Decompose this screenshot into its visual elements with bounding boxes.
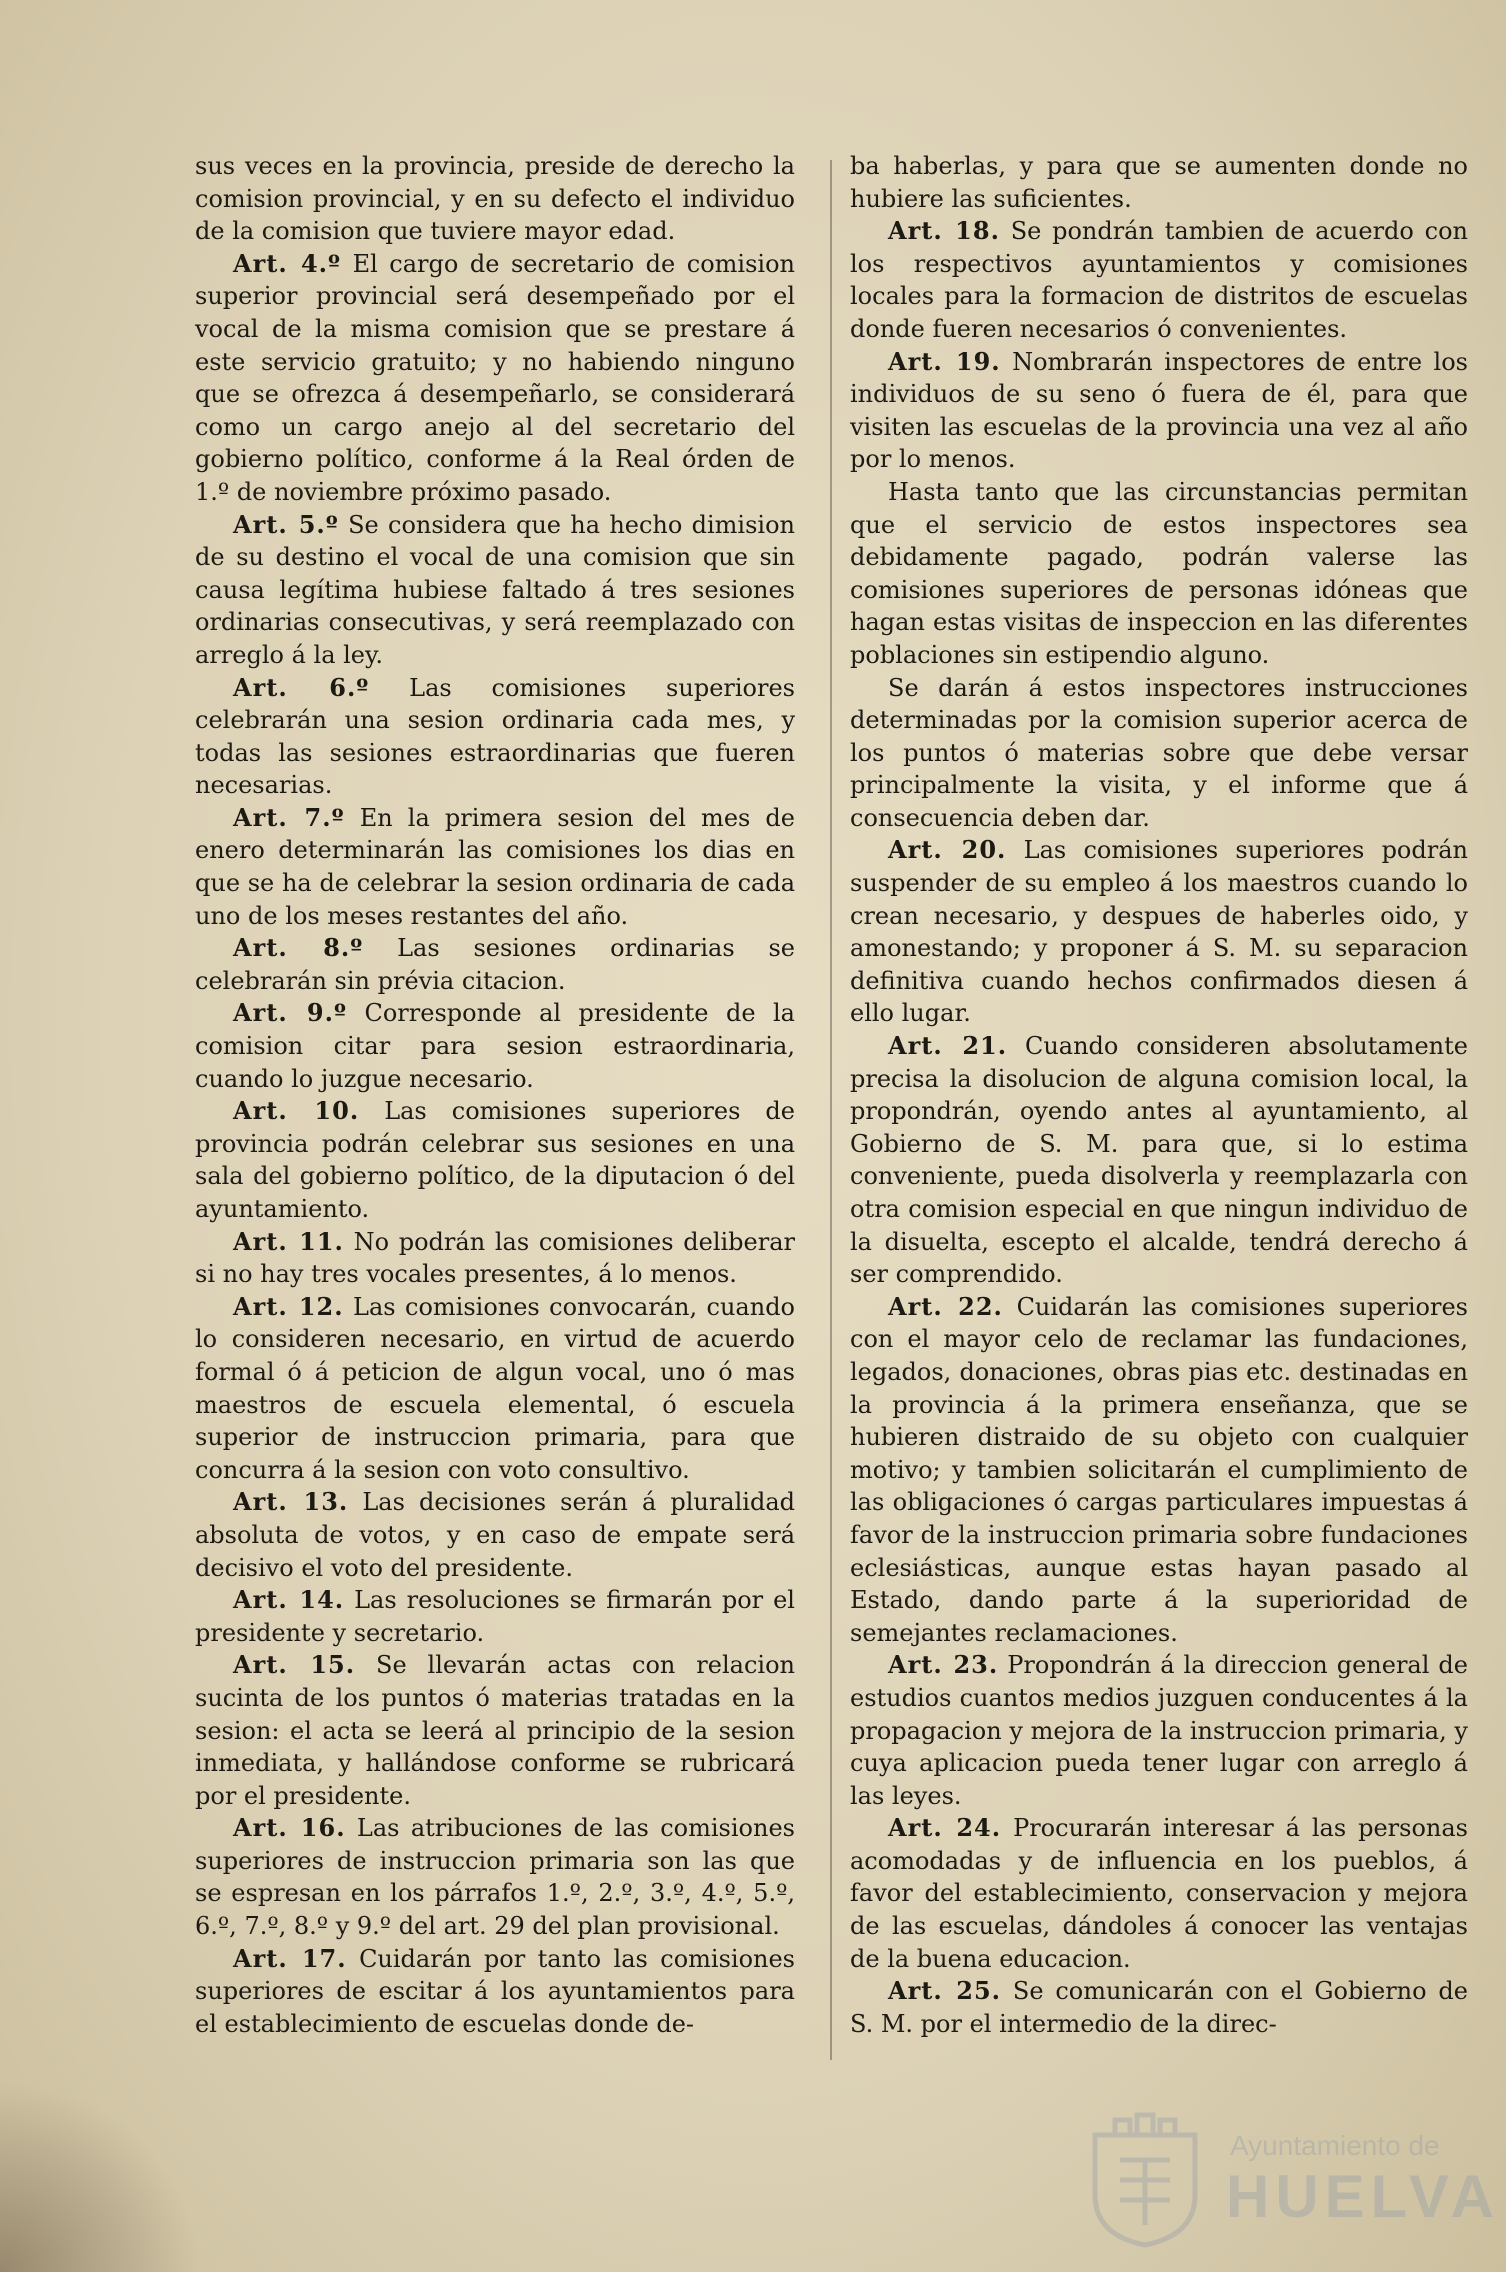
paragraph <box>850 1030 1468 1291</box>
paragraph <box>195 997 795 1095</box>
article-label: Art. 12. <box>233 1291 344 1321</box>
article-label: Art. 5.º <box>233 509 339 539</box>
paragraph <box>195 932 795 997</box>
article-text: Las atribuciones de las comisiones superiores de instruccion primaria son las que se espresan en los párrafos 1.º, 2.º, 3.º, 4.º, 5.º, 6.º, 7.º, 8.º y 9.º del art. 29 del plan provisional. <box>195 1814 795 1941</box>
column-divider <box>830 160 832 2060</box>
article-text: ba haberlas, y para que se aumenten donde no hubiere las suficientes. <box>850 152 1468 213</box>
article-text: Corresponde al presidente de la comision citar para sesion estraordinaria, cuando lo juzgue necesario. <box>195 999 795 1093</box>
paragraph <box>850 1649 1468 1812</box>
article-text: Las comisiones superiores podrán suspender de su empleo á los maestros cuando lo crean necesario, y despues de haberles oido, y amonestando; y proponer á S. M. su separacion definitiva cuando hechos confirmados diesen á ello lugar. <box>850 836 1468 1028</box>
article-text: Cuidarán las comisiones superiores con el mayor celo de reclamar las fundaciones, legados, donaciones, obras pias etc. destinadas en la provincia á la primera enseñanza, que se hubieren distraido de su objeto con cualquier motivo; y tambien solicitarán el cumplimiento de las obligaciones ó cargas particulares impuestas á favor de la instruccion primaria sobre fundaciones eclesiásticas, aunque estas hayan pasado al Estado, dando parte á la superioridad de semejantes reclamaciones. <box>850 1292 1468 1647</box>
article-text: Hasta tanto que las circunstancias permitan que el servicio de estos inspectores sea debidamente pagado, podrán valerse las comisiones superiores de personas idóneas que hagan estas visitas de inspeccion en las diferentes poblaciones sin estipendio alguno. <box>850 477 1468 669</box>
paragraph <box>850 834 1468 1030</box>
paragraph <box>195 1291 795 1487</box>
paragraph <box>195 1584 795 1649</box>
page-stain <box>0 2080 200 2272</box>
paragraph <box>850 1975 1468 2040</box>
article-text: En la primera sesion del mes de enero determinarán las comisiones los dias en que se ha de celebrar la sesion ordinaria de cada uno de los meses restantes del año. <box>195 803 795 930</box>
article-text: Las sesiones ordinarias se celebrarán sin prévia citacion. <box>195 934 795 995</box>
article-label: Art. 10. <box>233 1096 360 1126</box>
article-label: Art. 21. <box>888 1031 1008 1061</box>
article-text: Propondrán á la direccion general de estudios cuantos medios juzguen conducentes á la propagacion y mejora de la instruccion primaria, y cuya aplicacion pueda tener lugar con arreglo á las leyes. <box>850 1651 1469 1810</box>
article-text: Procurarán interesar á las personas acomodadas y de influencia en los pueblos, á favor del establecimiento, conservacion y mejora de las escuelas, dándoles á conocer las ventajas de la buena educacion. <box>850 1814 1468 1973</box>
paragraph <box>195 1812 795 1942</box>
paragraph <box>850 476 1468 672</box>
article-label: Art. 16. <box>233 1813 346 1843</box>
watermark-line1: Ayuntamiento de <box>1230 2130 1440 2161</box>
right-column <box>850 150 1468 2040</box>
article-label: Art. 13. <box>233 1487 349 1517</box>
article-text: El cargo de secretario de comision superior provincial será desempeñado por el vocal de la misma comision que se prestare á este servicio gratuito; y no habiendo ninguno que se ofrezca á desempeñarlo, se considerará como un cargo anejo al del secretario del gobierno político, conforme á la Real órden de 1.º de noviembre próximo pasado. <box>195 249 795 506</box>
left-column <box>195 150 795 2040</box>
paragraph <box>850 672 1468 835</box>
article-label: Art. 18. <box>888 216 1000 246</box>
article-label: Art. 24. <box>888 1813 1002 1843</box>
article-text: Se llevarán actas con relacion sucinta de los puntos ó materias tratadas en la sesion: el acta se leerá al principio de la sesion inmediata, y hallándose conforme se rubricará por el presidente. <box>195 1651 795 1810</box>
paragraph <box>850 346 1468 476</box>
article-text: Se considera que ha hecho dimision de su destino el vocal de una comision que sin causa legítima hubiese faltado á tres sesiones ordinarias consecutivas, y será reemplazado con arreglo á la ley. <box>195 510 795 669</box>
watermark <box>1080 2110 1500 2250</box>
article-label: Art. 8.º <box>233 933 364 963</box>
article-label: Art. 9.º <box>233 998 347 1028</box>
article-label: Art. 4.º <box>233 248 342 278</box>
article-text: Las comisiones convocarán, cuando lo consideren necesario, en virtud de acuerdo formal ó á peticion de algun vocal, uno ó mas maestros de escuela elemental, ó escuela superior de instruccion primaria, para que concurra á la sesion con voto consultivo. <box>195 1292 796 1484</box>
article-text: Las resoluciones se firmarán por el presidente y secretario. <box>195 1586 795 1647</box>
article-label: Art. 25. <box>888 1976 1002 2006</box>
watermark-line2: HUELVA <box>1226 2163 1500 2230</box>
paragraph <box>195 1486 795 1584</box>
paragraph <box>195 802 795 932</box>
paragraph <box>195 672 795 802</box>
article-text: Las comisiones superiores de provincia podrán celebrar sus sesiones en una sala del gobierno político, de la diputacion ó del ayuntamiento. <box>195 1097 795 1223</box>
article-text: Se pondrán tambien de acuerdo con los respectivos ayuntamientos y comisiones locales para la formacion de distritos de escuelas donde fueren necesarios ó convenientes. <box>850 217 1468 343</box>
paragraph <box>195 1943 795 2041</box>
article-text: Las decisiones serán á pluralidad absoluta de votos, y en caso de empate será decisivo el voto del presidente. <box>195 1488 795 1582</box>
paragraph <box>195 1226 795 1291</box>
paragraph <box>195 150 795 248</box>
article-label: Art. 11. <box>233 1226 344 1256</box>
article-text: Cuando consideren absolutamente precisa la disolucion de alguna comision local, la propondrán, oyendo antes al ayuntamiento, al Gobierno de S. M. para que, si lo estima conveniente, pueda disolverla y reemplazarla con otra comision especial en que ningun individuo de la disuelta, escepto el alcalde, tendrá derecho á ser comprendido. <box>850 1032 1468 1289</box>
article-label: Art. 6.º <box>233 672 370 702</box>
article-label: Art. 23. <box>888 1650 999 1680</box>
article-label: Art. 20. <box>888 835 1007 865</box>
article-text: No podrán las comisiones deliberar si no hay tres vocales presentes, á lo menos. <box>195 1227 795 1289</box>
article-text: Las comisiones superiores celebrarán una sesion ordinaria cada mes, y todas las sesiones estraordinarias que fueren necesarias. <box>195 673 795 800</box>
article-text: Se comunicarán con el Gobierno de S. M. por el intermedio de la direc- <box>850 1977 1468 2038</box>
article-label: Art. 14. <box>233 1585 345 1615</box>
paragraph <box>850 1812 1468 1975</box>
article-text: Cuidarán por tanto las comisiones superiores de escitar á los ayuntamientos para el establecimiento de escuelas donde de- <box>195 1944 795 2038</box>
paragraph <box>850 1291 1468 1650</box>
huelva-coat-of-arms-icon <box>1080 2110 1210 2250</box>
article-label: Art. 22. <box>888 1291 1003 1321</box>
article-label: Art. 19. <box>888 346 1001 376</box>
article-label: Art. 17. <box>233 1943 347 1973</box>
article-label: Art. 15. <box>233 1650 356 1680</box>
article-text: Se darán á estos inspectores instrucciones determinadas por la comision superior acerca de los puntos ó materias sobre que debe versar principalmente la visita, y el informe que á consecuencia deben dar. <box>850 673 1468 832</box>
paragraph <box>850 215 1468 345</box>
article-text: Nombrarán inspectores de entre los individuos de su seno ó fuera de él, para que visiten las escuelas de la provincia una vez al año por lo menos. <box>850 347 1468 474</box>
paragraph <box>195 509 795 672</box>
paragraph <box>195 1095 795 1225</box>
article-label: Art. 7.º <box>233 802 345 832</box>
paragraph <box>195 1649 795 1812</box>
article-text: sus veces en la provincia, preside de derecho la comision provincial, y en su defecto el individuo de la comision que tuviere mayor edad. <box>195 152 795 246</box>
paragraph <box>195 248 795 509</box>
paragraph <box>850 150 1468 215</box>
